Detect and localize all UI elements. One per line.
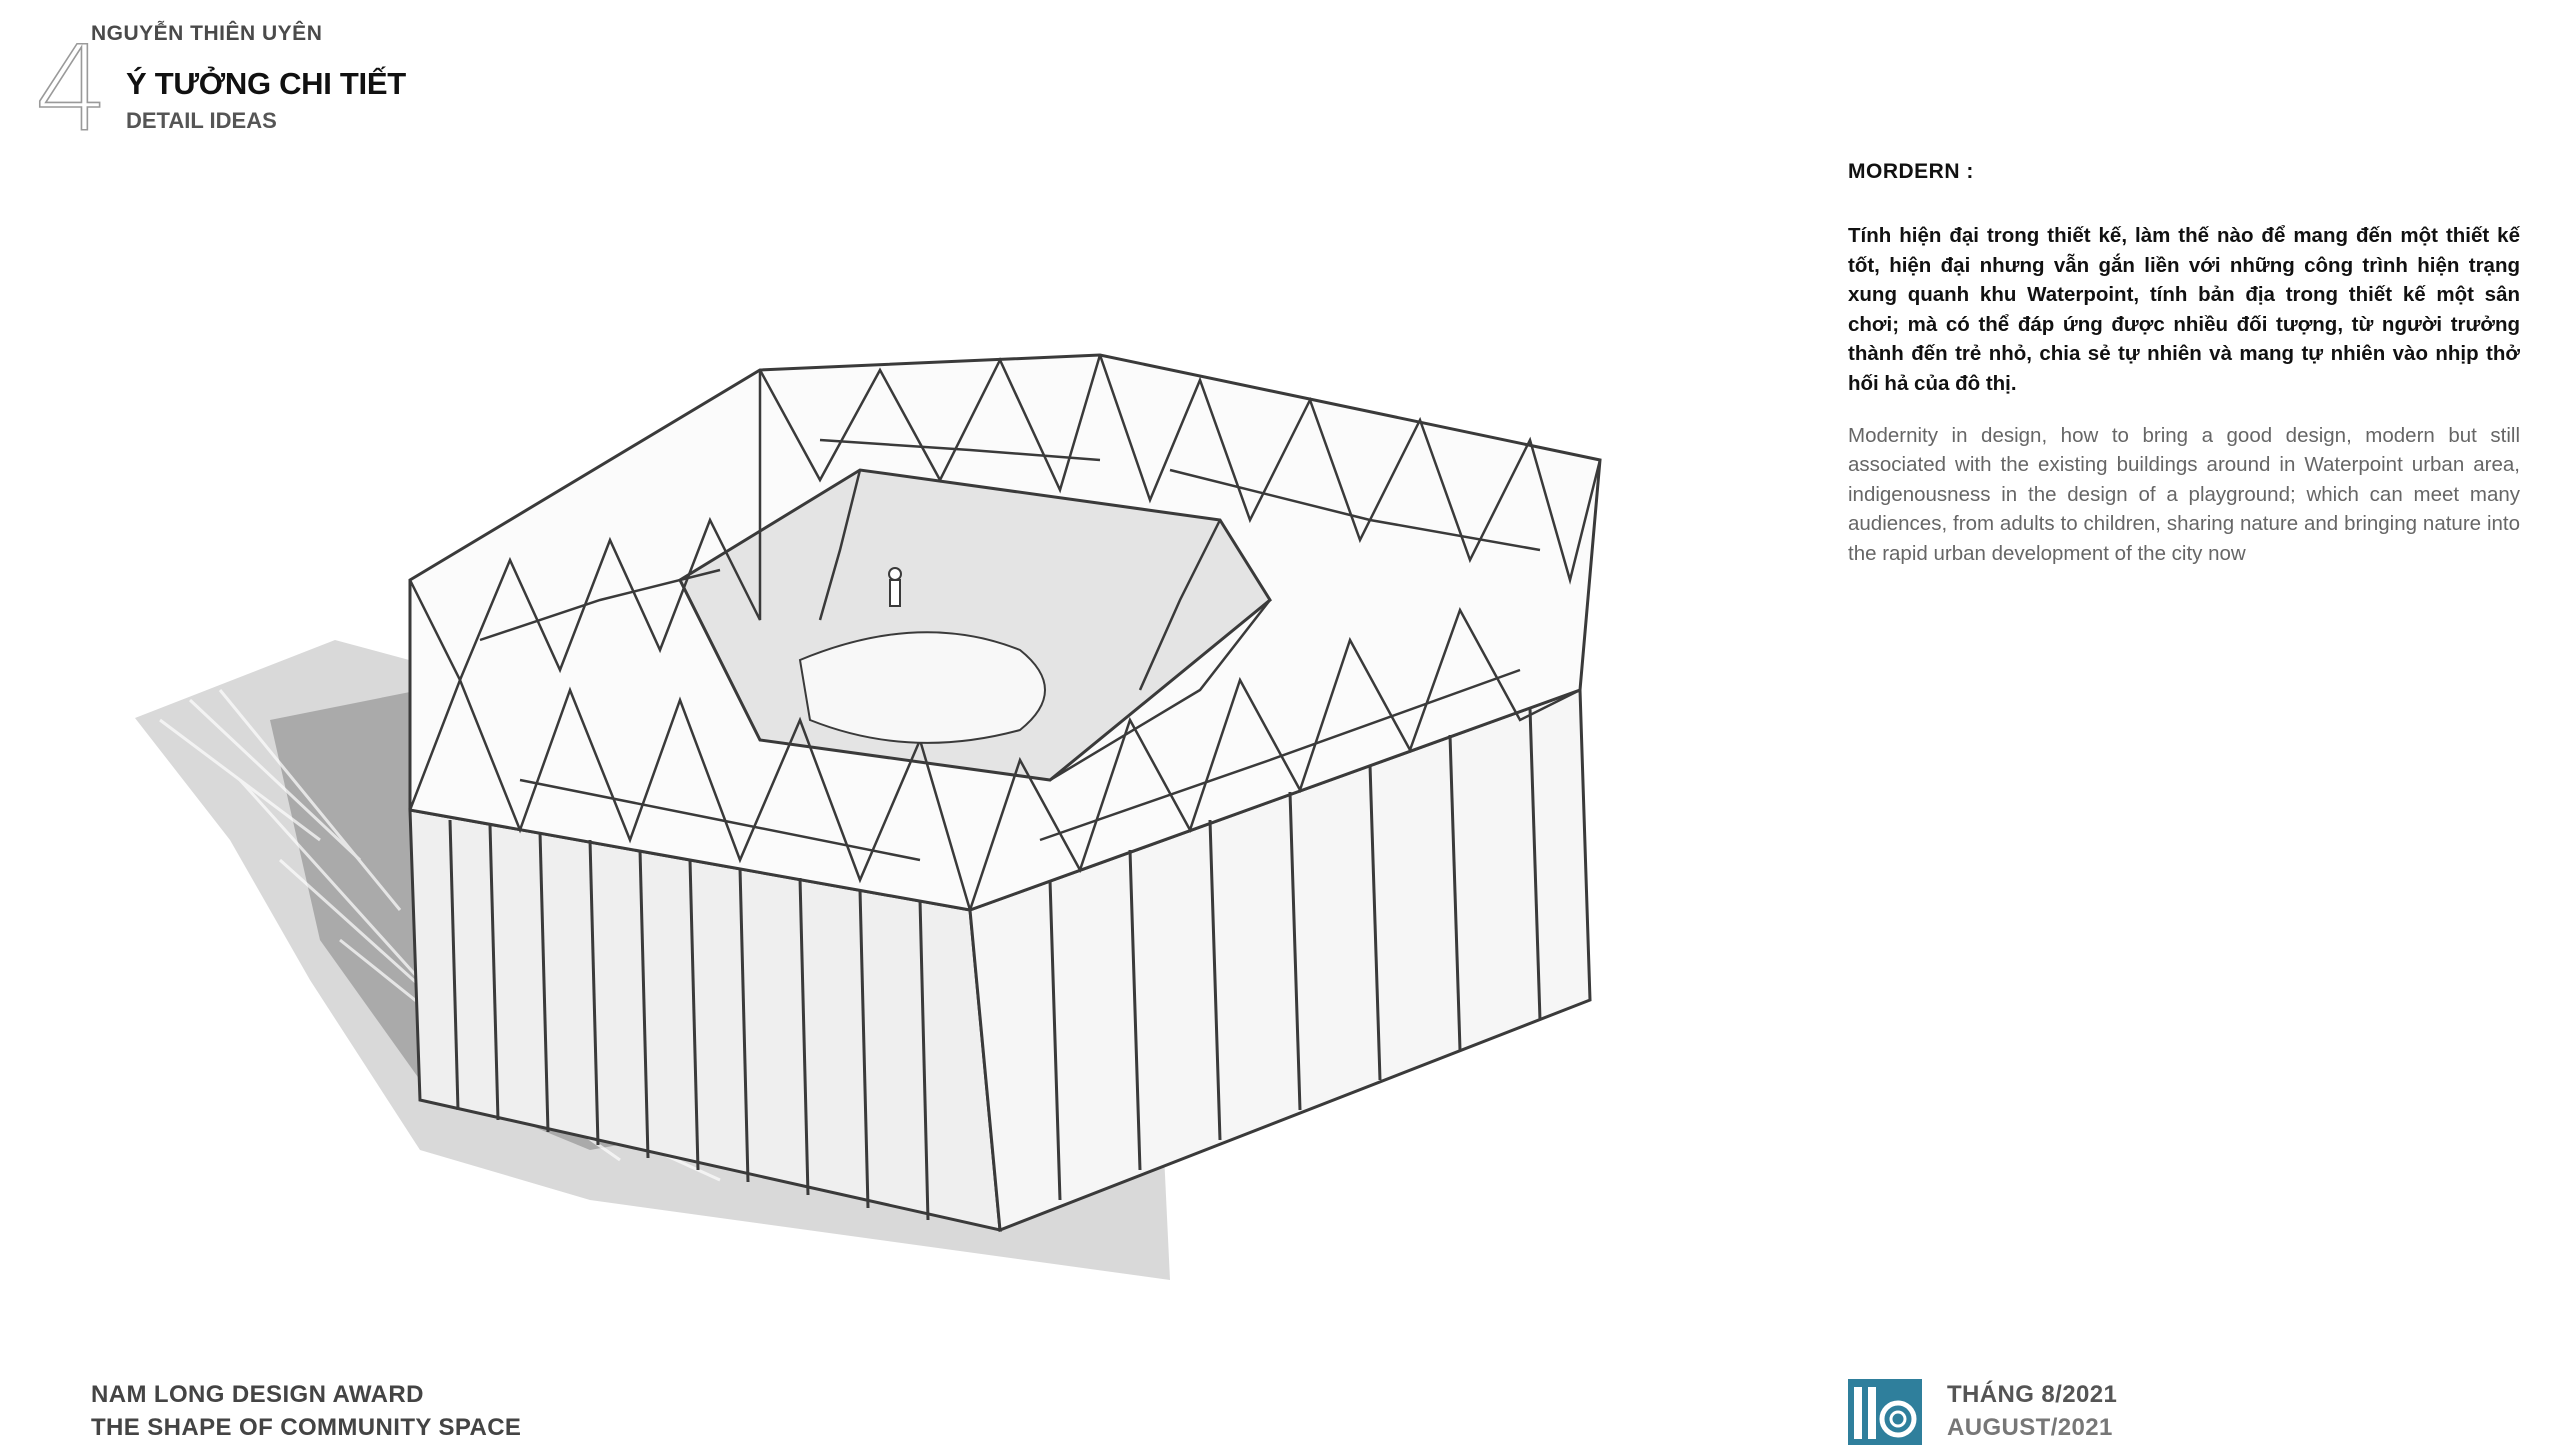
date-english: AUGUST/2021	[1947, 1414, 2113, 1441]
nam-long-logo-icon	[1848, 1379, 1922, 1445]
date-vietnamese: THÁNG 8/2021	[1947, 1381, 2118, 1408]
description-english: Modernity in design, how to bring a good design, modern but still associated with the existing buildings around in Waterpoint urban area, indigenousness in the design of a playground; which can meet many audiences, from adults to children, sharing nature and bringing nature into the rapid urban development of the city now	[1848, 423, 2520, 565]
pavilion-render-image	[120, 220, 1640, 1450]
description-vietnamese: Tính hiện đại trong thiết kế, làm thế nào để mang đến một thiết kế tốt, hiện đại nhưng vẫn gắn liền với những công trình hiện trạng xung quanh khu Waterpoint, tính bản địa trong thiết kế một sân chơi; mà có thể đáp ứng được nhiều đối tượng, từ người trưởng thành đến trẻ nhỏ, chia sẻ tự nhiên và mang tự nhiên vào nhịp thở hối hả của đô thị.	[1848, 224, 2520, 395]
description-panel	[1848, 160, 2520, 569]
section-number: 4	[34, 20, 110, 158]
award-name: NAM LONG DESIGN AWARD	[91, 1381, 424, 1408]
award-theme: THE SHAPE OF COMMUNITY SPACE	[91, 1414, 522, 1441]
page-title: Ý TƯỞNG CHI TIẾT	[126, 66, 406, 101]
courtyard-landscape	[800, 632, 1045, 743]
description-heading: MORDERN :	[1848, 160, 1974, 183]
author-name: NGUYỄN THIÊN UYÊN	[91, 22, 323, 45]
page-subtitle: DETAIL IDEAS	[126, 108, 277, 133]
